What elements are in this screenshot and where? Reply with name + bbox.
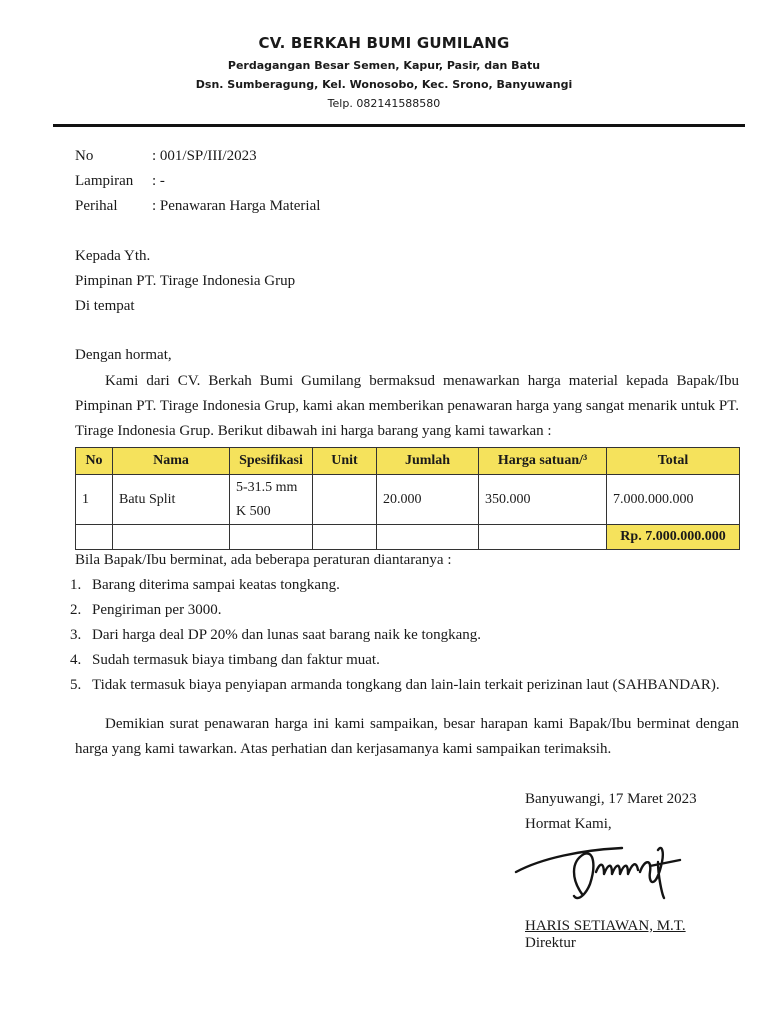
meta-value-no: : 001/SP/III/2023 [152,148,257,164]
company-tagline: Perdagangan Besar Semen, Kapur, Pasir, dan Batu [227,59,541,72]
term-number: 1. [70,577,82,593]
term-number: 2. [70,602,82,618]
col-header-spesifikasi: Spesifikasi [230,448,313,475]
company-phone: Telp. 082141588580 [327,97,441,110]
table-row [76,475,740,525]
term-text: Dari harga deal DP 20% dan lunas saat barang naik ke tongkang. [92,627,482,643]
cell-empty [377,525,479,550]
handwritten-signature [512,832,692,912]
meta-value-lampiran: : - [152,173,165,189]
signatory-title: Direktur [525,935,576,951]
recipient-line2: Pimpinan PT. Tirage Indonesia Grup [75,273,296,289]
letterhead-divider [53,124,745,127]
intro-paragraph [75,369,739,444]
col-header-unit: Unit [313,448,377,475]
terms-intro: Bila Bapak/Ibu berminat, ada beberapa peraturan diantaranya : [75,552,452,568]
term-text: Barang diterima sampai keatas tongkang. [92,577,340,593]
cell-harga: 350.000 [479,475,607,525]
col-header-no: No [76,448,113,475]
closing-text: Demikian surat penawaran harga ini kami sampaikan, besar harapan kami Bapak/Ibu berminat dengan harga yang kami tawarkan. Atas perhatian dan kerjasamanya kami sampaikan terimaksih. [75,716,739,757]
cell-nama: Batu Split [113,475,230,525]
col-header-nama: Nama [113,448,230,475]
cell-empty [230,525,313,550]
col-header-jumlah: Jumlah [377,448,479,475]
meta-label-perihal: Perihal [75,198,118,214]
cell-empty [76,525,113,550]
term-number: 3. [70,627,82,643]
term-text: Tidak termasuk biaya penyiapan armanda tongkang dan lain-lain terkait perizinan laut (SAHBANDAR). [92,677,720,693]
col-header-harga: Harga satuan/³ [479,448,607,475]
term-text: Sudah termasuk biaya timbang dan faktur muat. [92,652,380,668]
place-date: Banyuwangi, 17 Maret 2023 [525,791,697,807]
recipient-line3: Di tempat [75,298,135,314]
cell-spec-size: 5-31.5 mm [236,479,298,495]
term-number: 5. [70,677,82,693]
cell-spec-grade: K 500 [236,503,271,519]
cell-unit [313,475,377,525]
cell-total: 7.000.000.000 [607,475,740,525]
term-number: 4. [70,652,82,668]
price-table [75,447,740,550]
grand-total: Rp. 7.000.000.000 [607,525,740,550]
table-header-row [76,448,740,475]
cell-no: 1 [76,475,113,525]
cell-jumlah: 20.000 [377,475,479,525]
cell-spesifikasi [230,475,313,525]
table-total-row [76,525,740,550]
term-text: Pengiriman per 3000. [92,602,222,618]
intro-text: Kami dari CV. Berkah Bumi Gumilang bermaksud menawarkan harga material kepada Bapak/Ibu Pimpinan PT. Tirage Indonesia Grup, kami akan memberikan penawaran harga yang sangat menarik untuk PT. Tirage Indonesia Grup. Berikut dibawah ini harga barang yang kami tawarkan : [75,373,739,439]
company-address: Dsn. Sumberagung, Kel. Wonosobo, Kec. Srono, Banyuwangi [195,78,573,91]
meta-label-lampiran: Lampiran [75,173,134,189]
greeting: Dengan hormat, [75,347,172,363]
cell-empty [113,525,230,550]
company-name: CV. BERKAH BUMI GUMILANG [258,34,510,52]
cell-empty [479,525,607,550]
col-header-total: Total [607,448,740,475]
meta-value-perihal: : Penawaran Harga Material [152,198,321,214]
closing-paragraph [75,712,739,762]
cell-empty [313,525,377,550]
signatory-name: HARIS SETIAWAN, M.T. [525,918,686,934]
salutation: Hormat Kami, [525,816,612,832]
recipient-line1: Kepada Yth. [75,248,151,264]
meta-label-no: No [75,148,94,164]
